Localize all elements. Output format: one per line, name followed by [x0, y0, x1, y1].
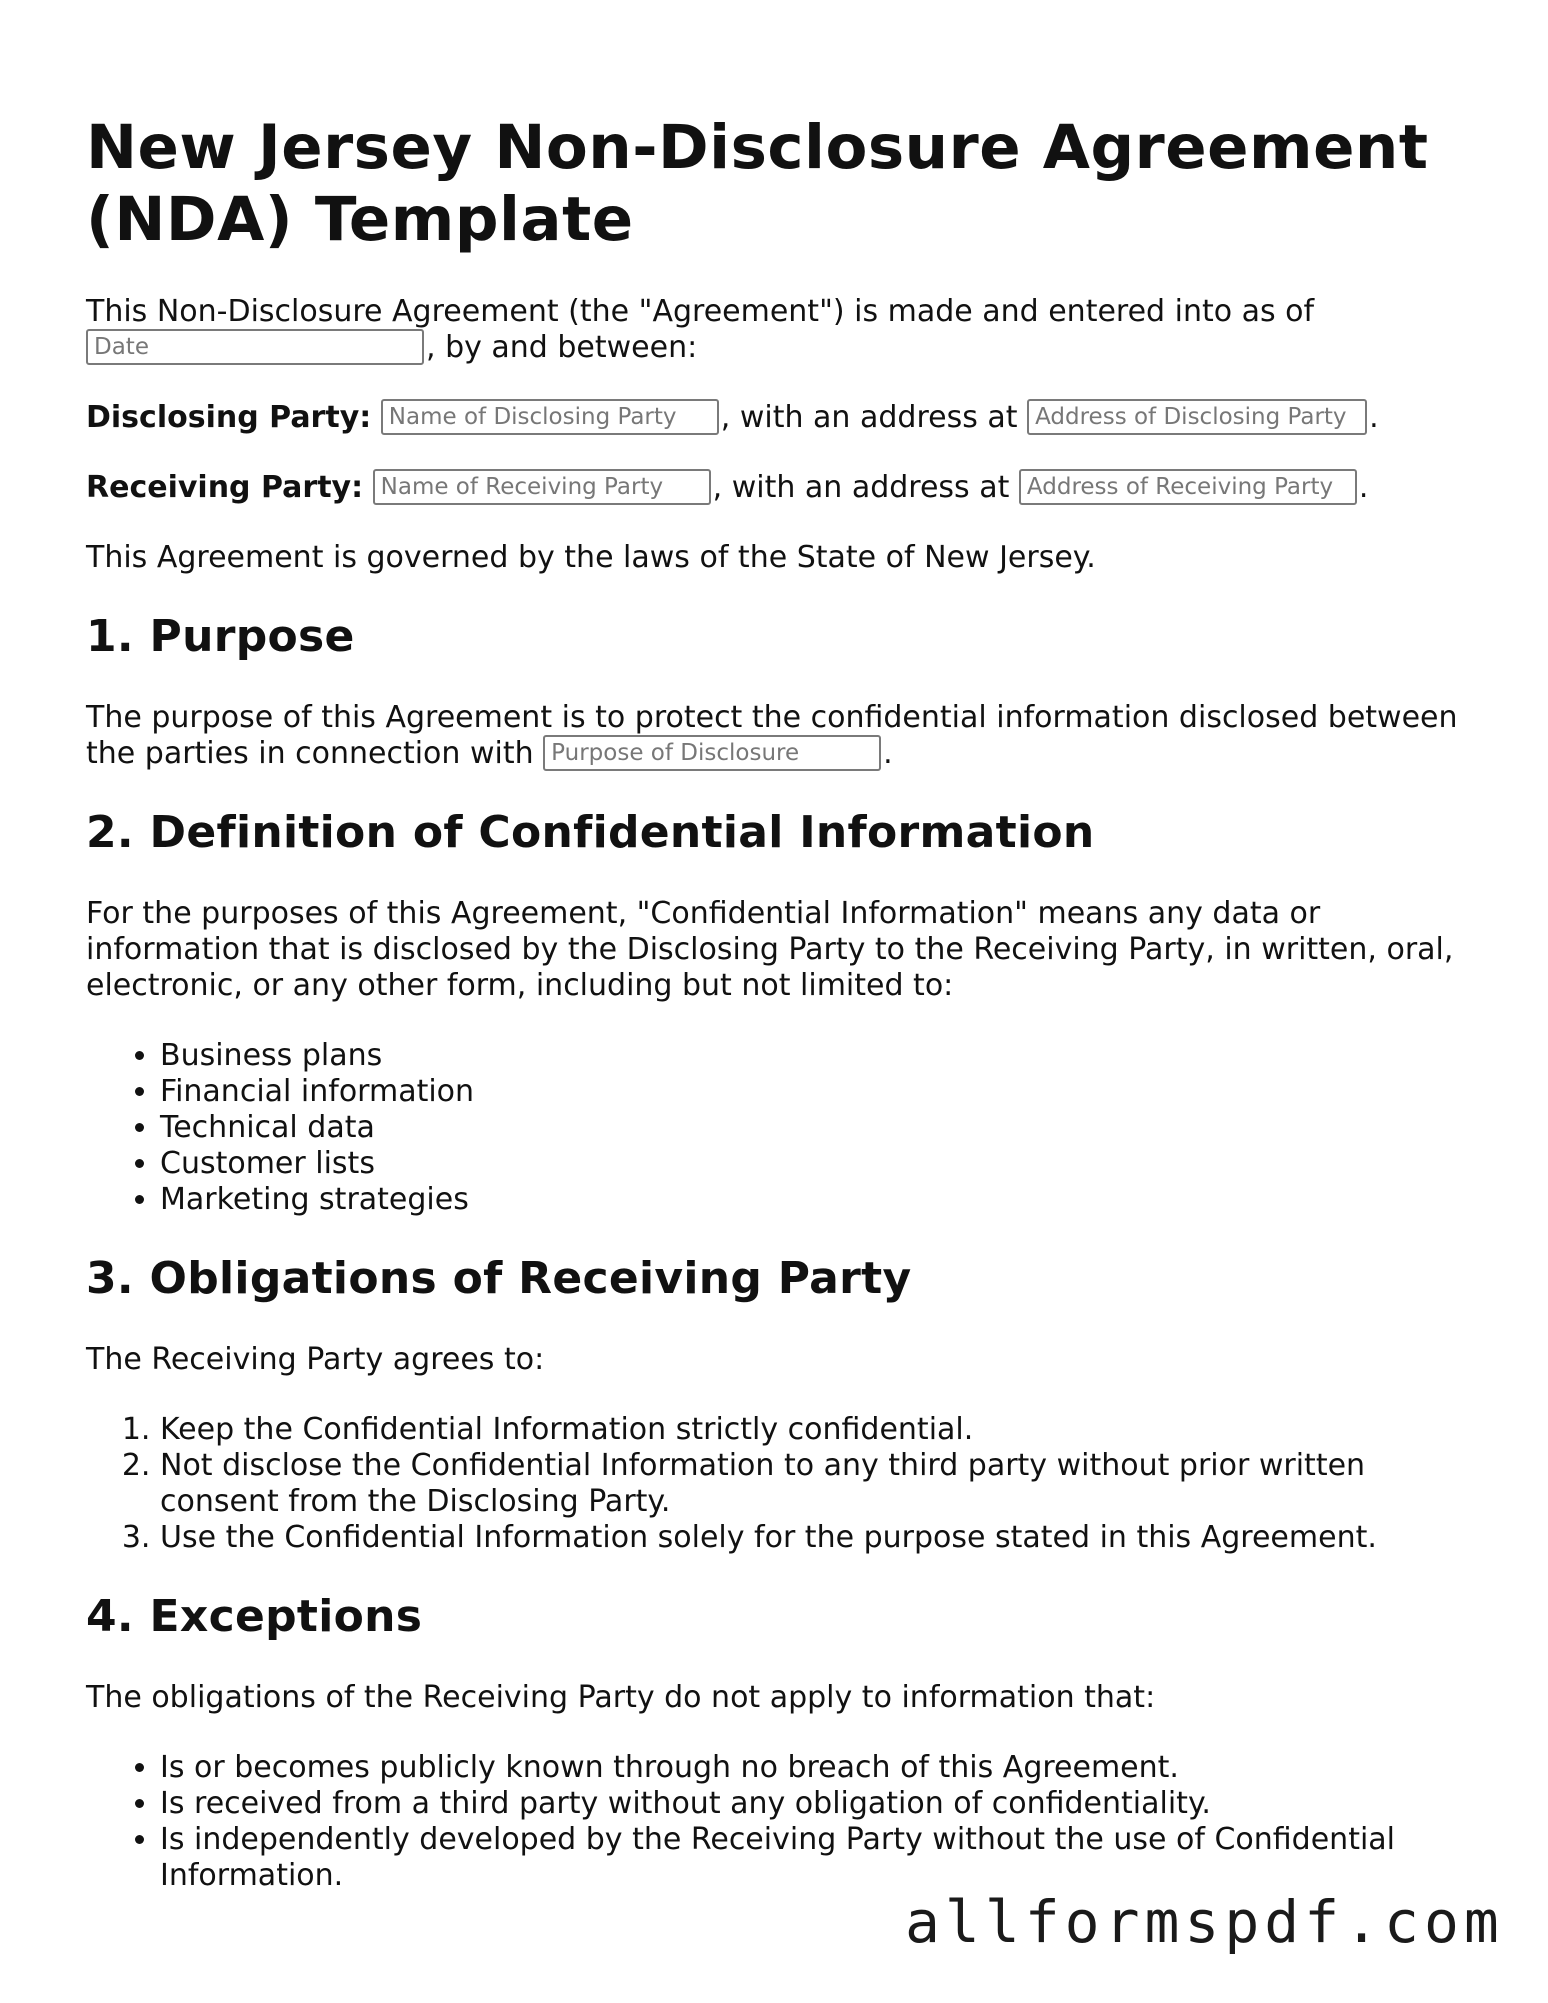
receiving-party-line	[86, 470, 1466, 506]
disclosing-end: .	[1369, 400, 1379, 435]
list-item: • Is independently developed by the Receiving Party without the use of Confidential Information.	[160, 1822, 1466, 1894]
purpose-field[interactable]	[543, 735, 881, 771]
list-item: 2. Not disclose the Confidential Information to any third party without prior written consent from the Disclosing Party.	[160, 1448, 1466, 1520]
list-item: • Is or becomes publicly known through no breach of this Agreement.	[160, 1750, 1466, 1786]
section-purpose-heading: 1. Purpose	[86, 611, 355, 662]
list-item: • Business plans	[160, 1038, 1466, 1074]
receiving-party-name-field[interactable]	[373, 469, 711, 505]
disclosing-party-address-field[interactable]	[1027, 399, 1367, 435]
obligations-list	[86, 1412, 1466, 1556]
receiving-address-text: , with an address at	[712, 470, 1010, 505]
section-definition-heading: 2. Definition of Confidential Information	[86, 807, 1095, 858]
document-title: New Jersey Non-Disclosure Agreement (NDA) Template	[86, 112, 1429, 255]
list-item: 3. Use the Confidential Information solely for the purpose stated in this Agreement.	[160, 1520, 1466, 1556]
purpose-end: .	[883, 736, 893, 771]
list-item: • Technical data	[160, 1110, 1466, 1146]
date-field[interactable]	[86, 329, 424, 365]
site-watermark: allformspdf.com	[905, 1888, 1504, 1956]
purpose-text: The purpose of this Agreement is to protect the confidential information disclosed between the parties in connection with	[86, 700, 1458, 771]
list-item: • Marketing strategies	[160, 1182, 1466, 1218]
intro-after-date: , by and between:	[426, 330, 698, 365]
intro-text: This Non-Disclosure Agreement (the "Agreement") is made and entered into as of	[86, 294, 1315, 329]
disclosing-party-line	[86, 400, 1466, 436]
list-item: • Customer lists	[160, 1146, 1466, 1182]
list-item: • Is received from a third party without any obligation of confidentiality.	[160, 1786, 1466, 1822]
document-page	[86, 100, 1466, 1928]
disclosing-party-label: Disclosing Party:	[86, 400, 372, 435]
list-item: • Financial information	[160, 1074, 1466, 1110]
governing-law-text: This Agreement is governed by the laws of the State of New Jersey.	[86, 540, 1096, 575]
disclosing-address-text: , with an address at	[720, 400, 1018, 435]
definition-list	[86, 1038, 1466, 1218]
disclosing-party-name-field[interactable]	[381, 399, 719, 435]
definition-text: For the purposes of this Agreement, "Confidential Information" means any data or information that is disclosed by the Disclosing Party to the Receiving Party, in written, oral, electronic, or any other form, including but not limited to:	[86, 896, 1454, 1003]
section-exceptions-heading: 4. Exceptions	[86, 1591, 423, 1642]
receiving-party-address-field[interactable]	[1019, 469, 1357, 505]
exceptions-text: The obligations of the Receiving Party do not apply to information that:	[86, 1680, 1156, 1715]
purpose-paragraph	[86, 700, 1466, 772]
receiving-party-label: Receiving Party:	[86, 470, 364, 505]
intro-paragraph	[86, 294, 1466, 366]
section-obligations-heading: 3. Obligations of Receiving Party	[86, 1253, 912, 1304]
list-item: 1. Keep the Confidential Information strictly confidential.	[160, 1412, 1466, 1448]
obligations-text: The Receiving Party agrees to:	[86, 1342, 545, 1377]
receiving-end: .	[1358, 470, 1369, 505]
exceptions-list	[86, 1750, 1466, 1894]
